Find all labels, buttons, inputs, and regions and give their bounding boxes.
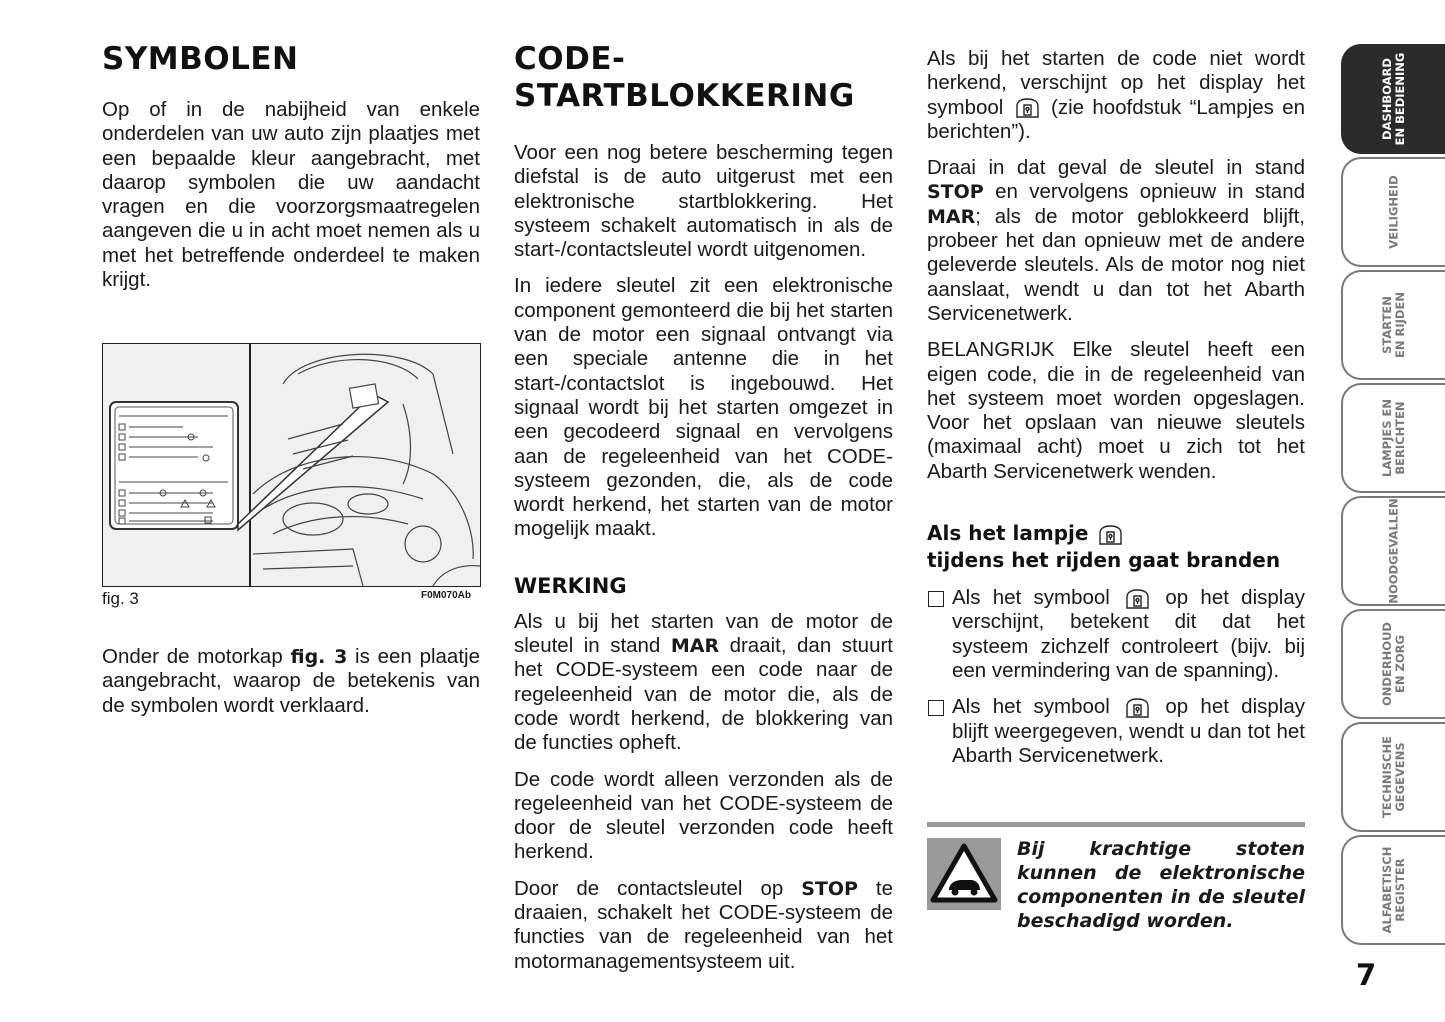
tab-register[interactable]: ALFABETISCH REGISTER: [1341, 835, 1445, 945]
code-paragraph-2: In iedere sleutel zit een elektronische component gemonteerd die bij het starten van de motor een signaal ontvangt via een speciale antenne die in het start-/contactslot is ingebouwd. Het signaal wordt bij het starten omgezet in een gecodeerd signaal en vervolgens aan de regeleenheid van het CODE-systeem gezonden, die, als de code wordt herkend, het starten van de motor mogelijk maakt.: [514, 274, 893, 541]
chapter-tabs: [1341, 44, 1445, 948]
section-title-code: CODE- STARTBLOKKERING: [514, 41, 855, 114]
code-paragraph-1: Voor een nog betere bescherming tegen diefstal is de auto uitgerust met een elektronische startblokkering. Het systeem schakelt automatisch in als de start-/contactsleutel wordt uitgenomen.: [514, 141, 893, 262]
figure-code: F0M070Ab: [421, 590, 472, 601]
symbolen-after-figure: [102, 645, 480, 730]
figure-3: [102, 343, 481, 587]
column-symbolen: [102, 0, 480, 304]
tab-veiligheid[interactable]: VEILIGHEID: [1341, 157, 1445, 267]
werking-paragraph-1: Als u bij het starten van de motor de sleutel in stand MAR draait, dan stuurt het CODE-systeem een code naar de regeleenheid van de motor die, als de code wordt herkend, de blokkering van de functies opheft.: [514, 609, 893, 755]
symbolen-intro: Op of in de nabijheid van enkele onderdelen van uw auto zijn plaatjes met een bepaalde kleur aangebracht, met daarop symbolen die uw aandacht vragen en die voorzorgsmaatregelen aangeven die u in acht moet nemen als u met het betreffende onderdeel te maken krijgt.: [102, 98, 480, 292]
fig-reference: fig. 3: [290, 646, 348, 668]
bullet-item-2: Als het symbool op het display blijft weergegeven, wendt u dan tot het Abarth Servicenetwerk.: [927, 695, 1305, 768]
tab-onderhoud[interactable]: ONDERHOUD EN ZORG: [1341, 609, 1445, 719]
column-continued: [927, 0, 1305, 780]
section-title-symbolen: SYMBOLEN: [102, 41, 299, 77]
tab-technische[interactable]: TECHNISCHE GEGEVENS: [1341, 722, 1445, 832]
lampje-heading: Als het lampje tijdens het rijden gaat branden: [927, 521, 1281, 573]
after-text-a: Onder de motorkap: [102, 645, 291, 668]
tab-dashboard[interactable]: DASHBOARD EN BEDIENING: [1341, 44, 1445, 154]
warning-text: Bij krachtige stoten kunnen de elektronische componenten in de sleutel beschadigd worden.: [1017, 838, 1305, 932]
werking-paragraph-3: Door de contactsleutel op STOP te draaien, schakelt het CODE-systeem de functies van de regeleenheid van het motormanagementsysteem uit.: [514, 876, 893, 973]
checkbox-icon: [928, 591, 944, 607]
key-code-icon: [1124, 588, 1151, 610]
warning-triangle-icon: [927, 838, 1001, 910]
subtitle-werking: WERKING: [514, 573, 627, 598]
tab-starten[interactable]: STARTEN EN RIJDEN: [1341, 270, 1445, 380]
bullet-item-1: Als het symbool op het display verschijnt, betekent dit dat het systeem zichzelf controleert (bijv. bij een vermindering van de spanning).: [927, 586, 1305, 683]
tab-noodgevallen[interactable]: NOODGEVALLEN: [1341, 496, 1445, 606]
keyword-stop: STOP: [801, 877, 858, 900]
after-text-b: is een plaatje aangebracht, waarop de betekenis van de symbolen wordt verklaard.: [102, 645, 480, 717]
code-not-recognized-paragraph: Als bij het starten de code niet wordt herkend, verschijnt op het display het symbool (zie hoofdstuk “Lampjes en berichten”).: [927, 47, 1306, 143]
key-code-icon: [1124, 697, 1151, 719]
keyword-stop-2: STOP: [927, 181, 984, 204]
key-code-icon: [1097, 524, 1124, 546]
warning-box: [927, 822, 1305, 933]
tab-lampjes[interactable]: LAMPJES EN BERICHTEN: [1341, 383, 1445, 493]
key-code-icon: [1014, 97, 1041, 119]
checkbox-icon: [928, 700, 944, 716]
page-number: 7: [1356, 958, 1377, 992]
column-code-startblokkering: [514, 0, 893, 986]
belangrijk-paragraph: BELANGRIJK Elke sleutel heeft een eigen code, die in de regeleenheid van het systeem moet worden opgeslagen. Voor het opslaan van nieuwe sleutels (maximaal acht) moet u zich tot het Abarth Servicenetwerk wenden.: [927, 338, 1305, 483]
keyword-mar: MAR: [670, 635, 720, 658]
figure-caption: fig. 3: [102, 589, 139, 608]
keyword-mar-2: MAR: [927, 205, 976, 228]
retry-paragraph: Draai in dat geval de sleutel in stand STOP en vervolgens opnieuw in stand MAR; als de motor geblokkeerd blijft, probeer het dan opnieuw met de andere geleverde sleutels. Als de motor nog niet aanslaat, wendt u dan tot het Abarth Servicenetwerk.: [927, 156, 1305, 325]
engine-bay-illustration: [103, 344, 480, 586]
werking-paragraph-2: De code wordt alleen verzonden als de regeleenheid van het CODE-systeem de door de sleutel verzonden code heeft herkend.: [514, 767, 893, 864]
